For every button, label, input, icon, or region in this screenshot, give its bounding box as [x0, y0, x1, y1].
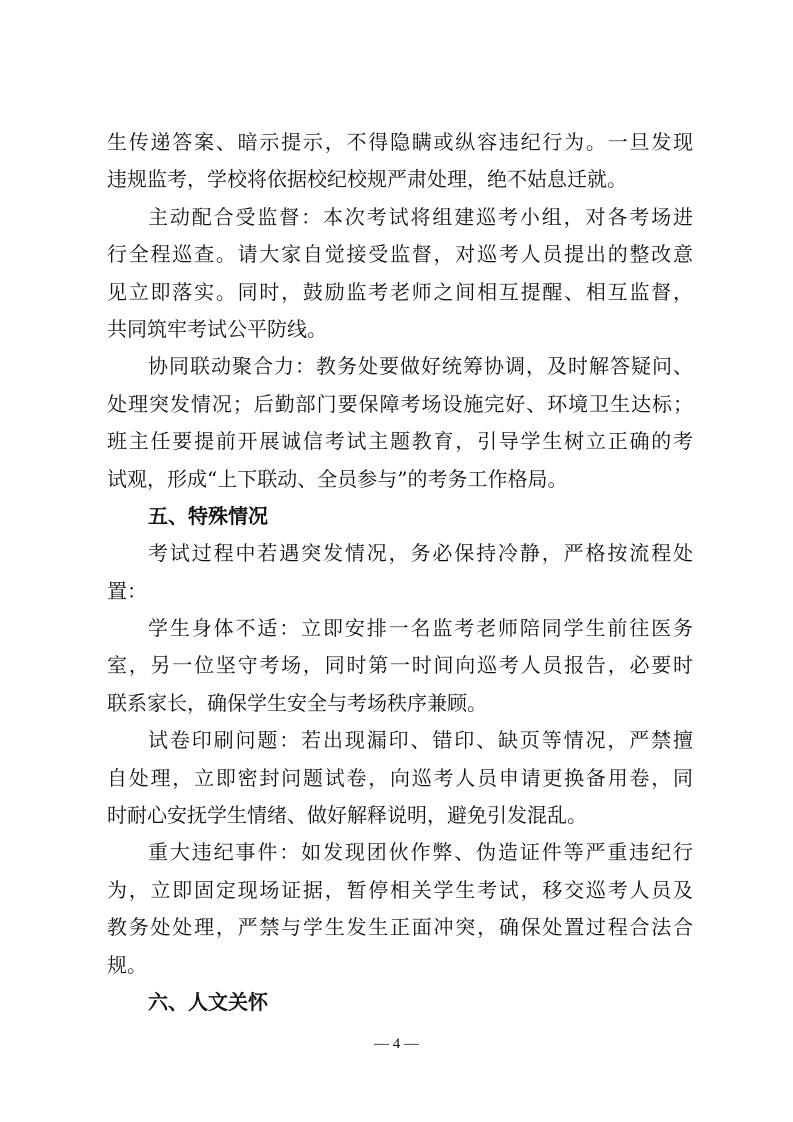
text-line: 协同联动聚合力：教务处要做好统筹协调，及时解答疑问、 [148, 354, 693, 379]
paragraph [107, 834, 693, 984]
text-line: 六、人文关怀 [148, 989, 268, 1014]
text-line: 规。 [107, 952, 147, 977]
section-heading [107, 984, 693, 1021]
text-line: 行全程巡查。请大家自觉接受监督，对巡考人员提出的整改意 [107, 242, 693, 267]
text-line: 教务处处理，严禁与学生发生正面冲突，确保处置过程合法合 [107, 915, 693, 940]
text-line: 考试过程中若遇突发情况，务必保持冷静，严格按流程处 [148, 541, 693, 566]
text-line: 为，立即固定现场证据，暂停相关学生考试，移交巡考人员及 [107, 877, 693, 902]
paragraph [107, 535, 693, 610]
text-line: 班主任要提前开展诚信考试主题教育，引导学生树立正确的考 [107, 429, 693, 454]
text-line: 五、特殊情况 [148, 503, 268, 528]
text-line: 试观，形成“上下联动、全员参与”的考务工作格局。 [107, 466, 568, 491]
text-line: 违规监考，学校将依据校纪校规严肃处理，绝不姑息迁就。 [107, 167, 627, 192]
paragraph [107, 610, 693, 722]
paragraph [107, 199, 693, 349]
text-line: 室，另一位坚守考场，同时第一时间向巡考人员报告，必要时 [107, 653, 693, 678]
text-line: 时耐心安抚学生情绪、做好解释说明，避免引发混乱。 [107, 803, 587, 828]
paragraph [107, 722, 693, 834]
document-body [107, 124, 693, 1021]
text-line: 见立即落实。同时，鼓励监考老师之间相互提醒、相互监督， [107, 279, 693, 304]
text-line: 处理突发情况；后勤部门要保障考场设施完好、环境卫生达标； [107, 391, 693, 416]
section-heading [107, 498, 693, 535]
page-number: — 4 — [374, 1036, 419, 1052]
text-line: 试卷印刷问题：若出现漏印、错印、缺页等情况，严禁擅 [148, 728, 693, 753]
text-line: 主动配合受监督：本次考试将组建巡考小组，对各考场进 [148, 204, 693, 229]
text-line: 置： [107, 578, 147, 603]
text-line: 重大违纪事件：如发现团伙作弊、伪造证件等严重违纪行 [148, 840, 693, 865]
text-line: 联系家长，确保学生安全与考场秩序兼顾。 [107, 690, 487, 715]
text-line: 学生身体不适：立即安排一名监考老师陪同学生前往医务 [148, 616, 693, 641]
paragraph [107, 124, 693, 199]
text-line: 共同筑牢考试公平防线。 [107, 316, 327, 341]
text-line: 自处理，立即密封问题试卷，向巡考人员申请更换备用卷，同 [107, 765, 693, 790]
paragraph [107, 348, 693, 498]
text-line: 生传递答案、暗示提示，不得隐瞒或纵容违纪行为。一旦发现 [107, 130, 693, 154]
